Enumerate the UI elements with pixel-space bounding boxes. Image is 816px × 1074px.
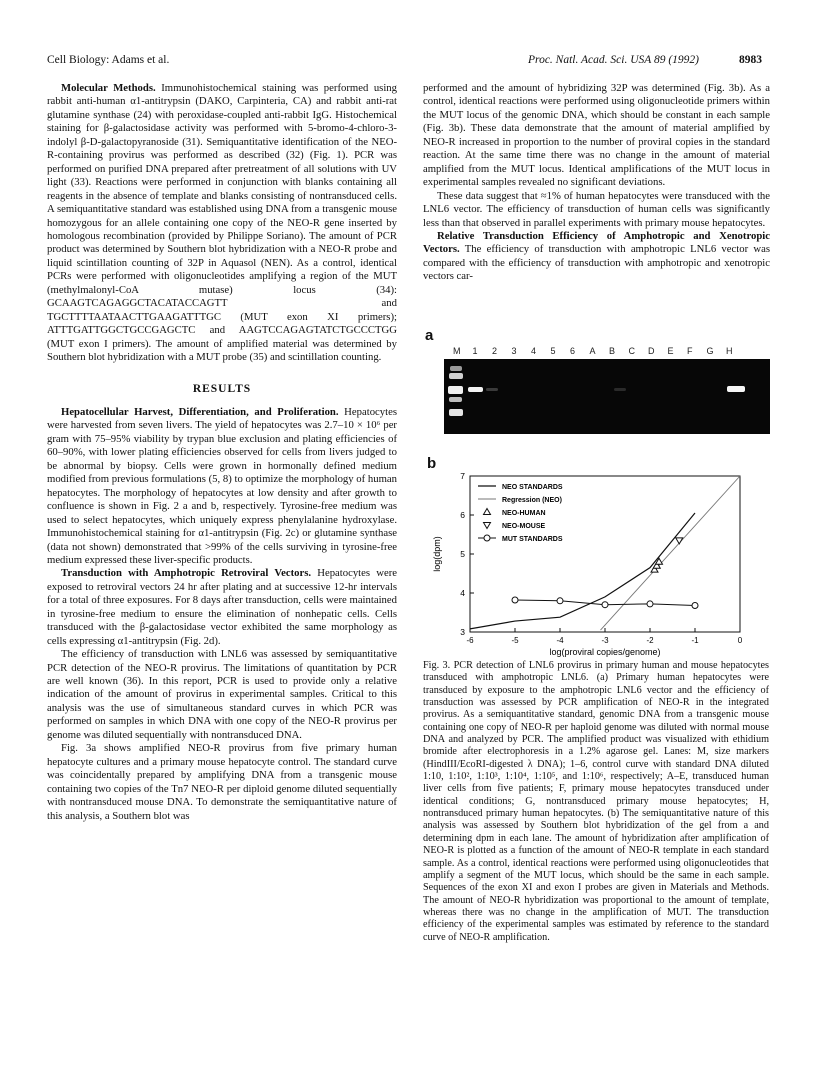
methods-paragraph [47,82,397,365]
chart-3b [422,468,772,663]
lane1-band [468,387,483,392]
harvest-text: Hepatocytes were harvested from seven livers. The yield of hepatocytes was 2.7–10 × 10⁶ per gram with 75–95% viability by trypan blue exclusion and plating efficiencies of 60–90%, with lower plating efficiencies observed for cells from livers judged to be abnormal by biopsy. Cells were grown in hormonally defined medium modified from previous formulations (5, 8) to optimize the morphology of human hepatocytes. The morphology of hepatocytes at low density and after growth to confluence is shown in Fig. 2 a and b, respectively. Tyrosine-free medium was used to select hepatocytes, which uniquely express phenylalanine hydroxylase. Immunohistochemical staining for α1-antitrypsin (Fig. 2c) or glutamine synthase (data not shown) demonstrated that >99% of the cells surviving in tyrosine-free medium expressed these liver-specific products. [47,405,397,566]
figure-caption: Fig. 3. PCR detection of LNL6 provirus in primary human and mouse hepatocytes transduced with amphotropic LNL6. (a) Primary human hepatocytes were transduced by exposure to the amphotropic LNL6 vector and the efficiency of transduction was assessed by PCR amplification of NEO-R in the integrated provirus. As a semiquantitative standard, genomic DNA from a transgenic mouse containing one copy of NEO-R per haploid genome was diluted with normal mouse DNA and analyzed by PCR. The amplified product was visualized with ethidium bromide after electrophoresis in a 1.2% agarose gel. Lanes: M, size markers (HindIII/EcoRI-digested λ DNA); 1–6, control curve with standard DNA diluted 1:10, 1:10², 1:10³, 1:10⁴, 1:10⁵, and 1:10⁶, respectively; A–E, transduced human liver cells from five patients; F, primary mouse hepatocytes transduced under identical conditions; G, nontransduced primary mouse hepatocytes; H, nontransduced primary human hepatocytes. (b) The semiquantitative nature of this analysis was assessed by Southern blot hybridization of the gel from a and determining dpm in each lane. The amount of hybridization after amplification of NEO-R is plotted as a function of the amount of NEO-R template in each standard sample. As a control, identical reactions were performed using oligonucleotides that amplify a segment of the MUT locus, which should be the same in each sample. Sequences of the exon XI and exon I probes are given in Materials and Methods. The amount of NEO-R hybridization was proportional to the amount of template, whereas there was no change in the amplification of MUT. The transduction efficiency of the experimental samples was estimated by reference to the standard curve of NEO-R amplification. [423,660,769,943]
transduction-paragraph [47,567,397,648]
y-tick-label: 4 [460,588,465,598]
efficiency-paragraph: The efficiency of transduction with LNL6 was assessed by semiquantitative PCR detection of the NEO-R provirus. The limitations of quantitation by PCR are well known (36). In this report, PCR is used to provide only a relative indication of the amount of provirus in experimental samples. Critical to this analysis was the use of simultaneous standard curves in which PCR was performed on samples in which DNA with one copy of the NEO-R provirus per genome was diluted sequentially with nontransduced DNA. [47,648,397,741]
x-tick-label: -2 [646,636,654,645]
mut-point [647,601,653,607]
x-tick-label: -4 [556,636,564,645]
right-column [423,82,770,284]
laneG-band [727,386,745,392]
legend-entry: NEO STANDARDS [502,484,563,491]
lane-label: F [687,346,693,356]
panel-a-label: a [425,327,434,344]
transduction-text: Hepatocytes were exposed to retroviral vectors 24 hr after plating and at successive 12-hr intervals for a total of three exposures. For 8 days after transduction, cells were maintained in tyrosine-free medium to ensure the elimination of nonhepatic cells. Cells transduced with the β-galactosidase vector exhibited the same morphology as cells expressing α1-antitrypsin (Fig. 2d). [47,567,398,647]
lane-label: A [589,346,596,356]
mut-point [557,598,563,604]
harvest-heading: Hepatocellular Harvest, Differentiation, and Proliferation. [61,405,339,418]
marker-band [449,409,463,416]
running-head: Cell Biology: Adams et al. [47,54,170,66]
x-axis-label: log(proviral copies/genome) [549,647,661,657]
lane-label: G [706,346,714,356]
y-tick-label: 6 [460,510,465,520]
methods-heading: Molecular Methods. [61,82,156,94]
lane-label: E [667,346,674,356]
lane-label: D [648,346,655,356]
page-number: 8983 [739,54,762,66]
relative-heading: Relative Transduction Efficiency of Amphotropic and Xenotropic Vectors. [423,229,770,256]
lane-label: 6 [570,346,576,356]
lane-label: 1 [472,346,478,356]
lane2-band [486,388,498,391]
neo-standards-line [470,513,695,629]
x-tick-label: -5 [511,636,519,645]
lane-label: 5 [550,346,556,356]
x-tick-label: -6 [466,636,474,645]
legend-entry: NEO-MOUSE [502,523,546,530]
results-heading: RESULTS [192,382,252,395]
journal-citation: Proc. Natl. Acad. Sci. USA 89 (1992) [528,54,699,66]
legend-mouse-marker [484,523,491,529]
legend-human-marker [484,509,491,515]
left-column [47,82,397,823]
transduction-heading: Transduction with Amphotropic Retroviral Vectors. [61,567,312,580]
mut-point [512,597,518,603]
panel-b-label: b [427,455,437,472]
laneB-band [614,388,626,391]
relative-text: The efficiency of transduction with amphotropic LNL6 vector was compared with the efficiency of transduction with amphotropic and xenotropic vectors car- [423,243,770,283]
regression-line [601,476,741,630]
continued-paragraph: performed and the amount of hybridizing 32P was determined (Fig. 3b). As a control, identical reactions were performed using oligonucleotide primers within the MUT locus of the genomic DNA, which should be constant in each sample (Fig. 3b). These data demonstrate that the amount of material amplified by NEO-R increased in proportion to the number of proviral copies in the standard reaction. At the same time there was no change in the amount of material amplified from the MUT locus. Identical amplifications of the MUT locus in experimental samples revealed no significant deviations. [423,82,770,189]
mut-point [602,602,608,608]
legend-entry: Regression (NEO) [502,497,562,504]
mut-point [692,602,698,608]
marker-band [450,366,462,371]
harvest-paragraph [47,406,397,567]
legend-mut-marker [484,535,490,541]
gel-lane-labels [447,346,773,358]
marker-band [448,386,463,394]
lane-label: 4 [531,346,537,356]
x-tick-label: -3 [601,636,609,645]
lane-label: M [453,346,461,356]
y-axis-label: log(dpm) [432,536,442,572]
y-tick-label: 3 [460,627,465,637]
lane-label: C [628,346,635,356]
y-tick-label: 5 [460,549,465,559]
legend-entry: MUT STANDARDS [502,536,563,543]
lane-label: 2 [492,346,498,356]
fig3a-paragraph: Fig. 3a shows amplified NEO-R provirus from five primary human hepatocyte cultures and a primary mouse hepatocyte control. The standard curve was coincidentally prepared by amplifying DNA from a transgenic mouse containing two copies of the Tn7 NEO-R per diploid genome diluted sequentially with nontransduced mouse DNA. To demonstrate the semiquantitative nature of this analysis, a Southern blot was [47,742,397,822]
lane-label: H [726,346,733,356]
x-tick-label: 0 [737,636,743,645]
gel-image [444,359,770,434]
suggest-paragraph: These data suggest that ≈1% of human hepatocytes were transduced with the LNL6 vector. The efficiency of transduction of human cells was significantly less than that observed in parallel experiments with primary mouse hepatocytes. [423,189,770,229]
lane-label: 3 [511,346,517,356]
legend-entry: NEO-HUMAN [502,510,546,517]
relative-paragraph [423,230,770,284]
x-tick-label: -1 [691,636,699,645]
lane-label: B [609,346,616,356]
y-tick-label: 7 [460,471,465,481]
marker-band [449,373,463,379]
marker-band [449,397,462,402]
methods-text: Immunohistochemical staining was performed using rabbit anti-human α1-antitrypsin (DAKO, Carpinteria, CA) and rabbit anti-rat glutamine synthase (24) with peroxidase-coupled anti-rabbit IgG. Histochemical staining for β-galactosidase activity was performed with 5-bromo-4-chloro-3-indolyl β-D-galactopyranoside (31). Semiquantitative identification of the NEO-R-containing provirus was performed as described (32) (Fig. 1). PCR was performed on purified DNA prepared after pretreatment of all solutions with UV light (33). Reactions were performed in conjunction with blanks containing all reagents in the absence of template and blanks consisting of nontransduced cells. A semiquantitative standard was established using DNA from a transgenic mouse homozygous for an allele containing one copy of the NEO-R gene inserted by homologous recombination (provided by Philippe Soriano). The amount of PCR product was determined by Southern blot hybridization with a NEO-R probe and liquid scintillation counting of 32P in Aquasol (NEN). As a control, identical PCRs were performed with oligonucleotides amplifying a region of the MUT (methylmalonyl-CoA mutase) locus (34): GCAAGTCAGAGGCTACATACCAGTT and TGCTTTTAATAACTTGAAGATTTGC (MUT exon XI primers); ATTTGATTGGCTGCCGAGCTC and AAGTCCAGAGTATCTGCCCTGG (MUT exon I primers). The amount of amplified material was determined by Southern blot hybridization with a MUT probe (35) and scintillation counting. [47,82,397,364]
